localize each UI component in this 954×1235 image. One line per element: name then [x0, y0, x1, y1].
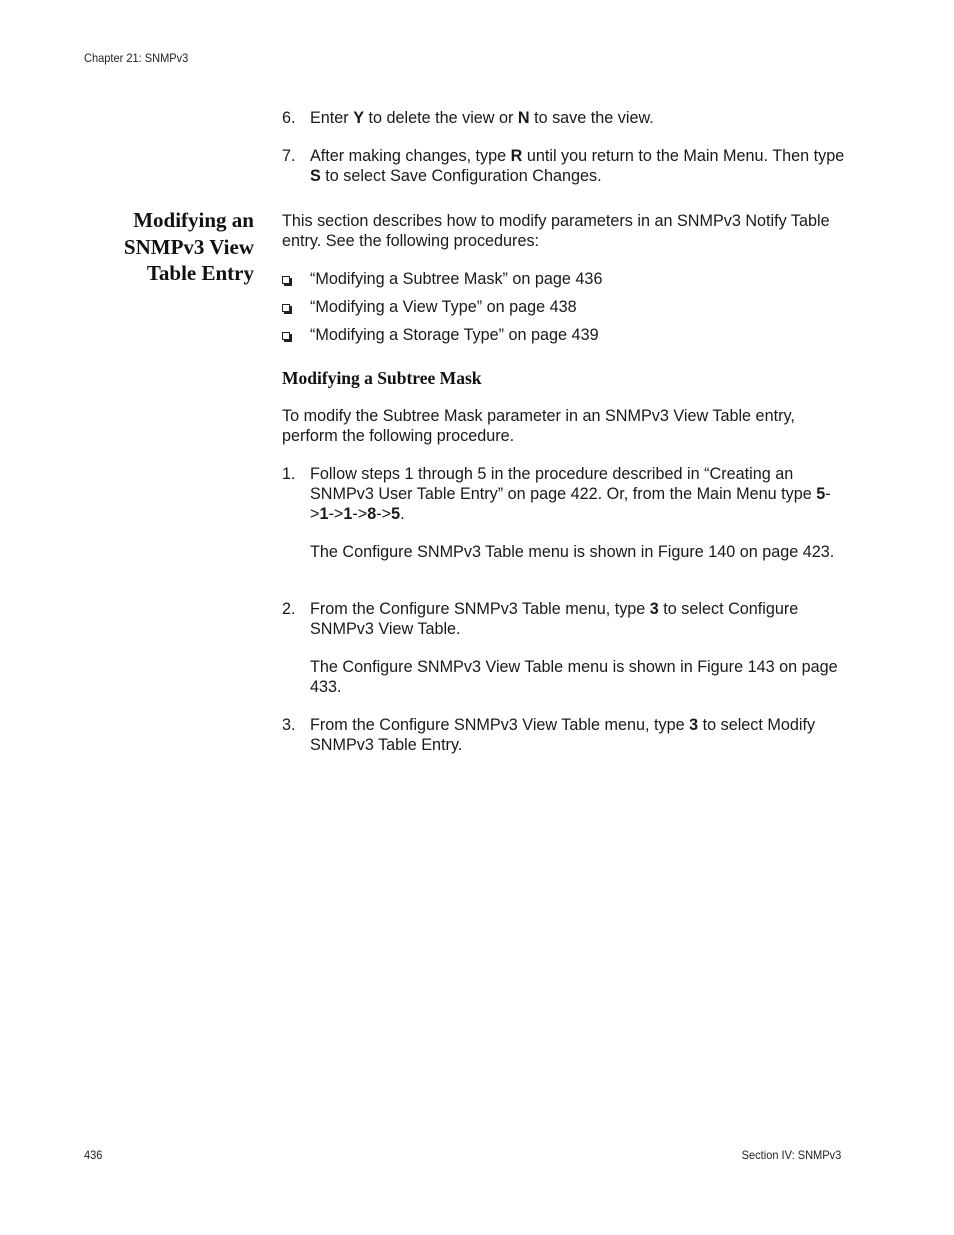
checkbox-bullet-icon: [282, 276, 290, 284]
step-text: Enter Y to delete the view or N to save the view.: [310, 109, 654, 127]
step-text: Follow steps 1 through 5 in the procedure described in “Creating an SNMPv3 User Table Entry” on page 422. Or, from the Main Menu type 5->1->1->8->5.: [310, 465, 831, 523]
section-heading: Modifying an SNMPv3 View Table Entry: [123, 208, 254, 285]
step-number: 7.: [282, 147, 296, 165]
key-y: Y: [353, 109, 365, 127]
step-text: From the Configure SNMPv3 Table menu, type 3 to select Configure SNMPv3 View Table.: [310, 600, 799, 638]
cross-reference-link[interactable]: “Modifying a Storage Type” on page 439: [310, 326, 599, 344]
running-footer: Section IV: SNMPv3: [741, 1148, 841, 1162]
step-text: From the Configure SNMPv3 View Table menu, type 3 to select Modify SNMPv3 Table Entry.: [310, 716, 816, 754]
step-text: After making changes, type R until you return to the Main Menu. Then type S to select Save Configuration Changes.: [310, 147, 845, 185]
running-header: Chapter 21: SNMPv3: [84, 51, 189, 65]
step-number: 2.: [282, 600, 296, 618]
key-n: N: [517, 109, 530, 127]
checkbox-bullet-icon: [282, 332, 290, 340]
section-intro: This section describes how to modify parameters in an SNMPv3 Notify Table entry. See the following procedures:: [282, 212, 830, 250]
step-number: 3.: [282, 716, 296, 734]
step-number: 1.: [282, 465, 296, 483]
key-s: S: [310, 167, 321, 185]
step-number: 6.: [282, 109, 296, 127]
page-number: 436: [84, 1148, 103, 1162]
cross-reference-link[interactable]: “Modifying a Subtree Mask” on page 436: [310, 270, 603, 288]
subsection-heading: Modifying a Subtree Mask: [282, 368, 482, 388]
subsection-intro: To modify the Subtree Mask parameter in an SNMPv3 View Table entry, perform the following procedure.: [282, 407, 795, 445]
cross-reference-link[interactable]: “Modifying a View Type” on page 438: [310, 298, 577, 316]
key-r: R: [510, 147, 523, 165]
checkbox-bullet-icon: [282, 304, 290, 312]
